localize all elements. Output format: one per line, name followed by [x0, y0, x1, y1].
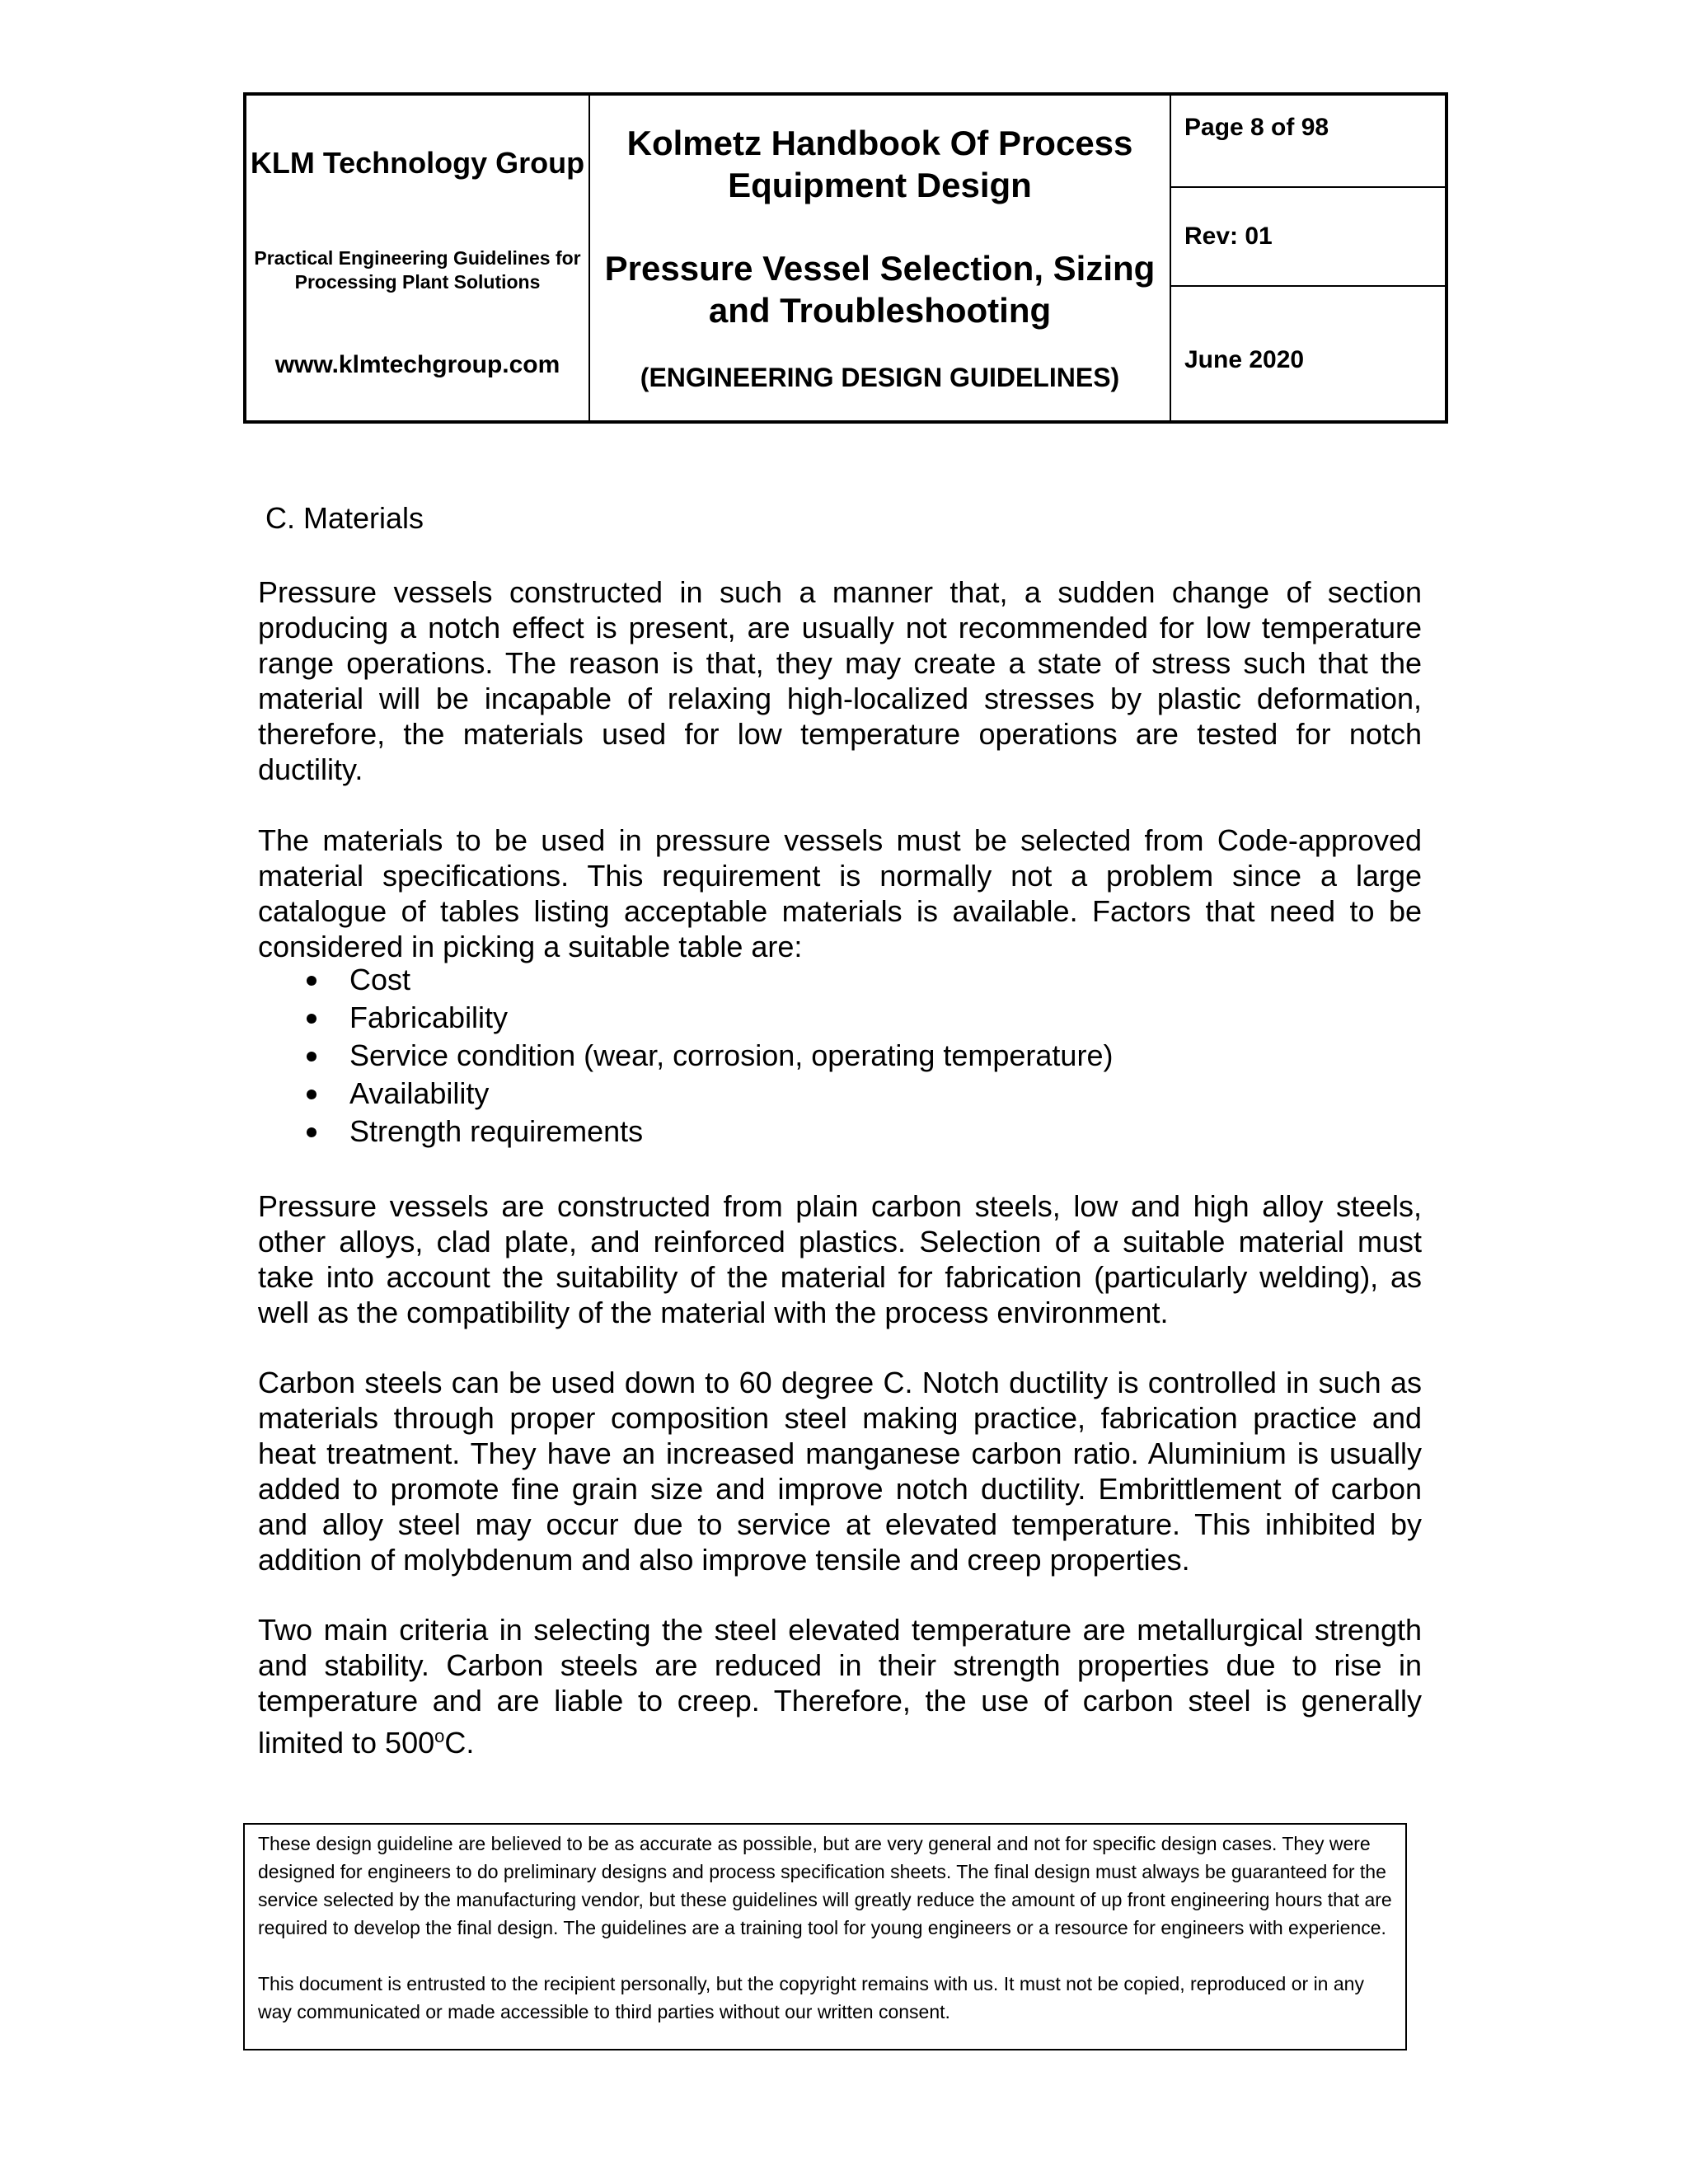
- company-cell: [246, 96, 590, 420]
- paragraph-vessel-materials: Pressure vessels are constructed from plain carbon steels, low and high alloy steels, other alloys, clad plate, and reinforced plastics. Selection of a suitable material must take into account the suitability of the material for fabrication (particularly welding), as well as the compatibility of the material with the process environment.: [258, 1189, 1422, 1329]
- disclaimer-copyright: This document is entrusted to the recipient personally, but the copyright remains with us. It must not be copied, reproduced or in any way communicated or made accessible to third parties without our written consent.: [258, 1973, 1364, 2022]
- bullet-icon: [307, 1090, 316, 1099]
- paragraph-elevated-temperature-text: Two main criteria in selecting the steel elevated temperature are metallurgical strength and stability. Carbon steels are reduced in their strength properties due to rise in temperature and are liable to creep. Therefore, the use of carbon steel is generally limited to 500: [258, 1613, 1422, 1760]
- list-item: [307, 1113, 1113, 1151]
- list-item: [307, 1037, 1113, 1075]
- paragraph-notch-effect: Pressure vessels constructed in such a manner that, a sudden change of section producing a notch effect is present, are usually not recommended for low temperature range operations. The reason is that, they may create a state of stress such that the material will be incapable of relaxing high-localized stresses by plastic deformation, therefore, the materials used for low temperature operations are tested for notch ductility.: [258, 575, 1422, 786]
- paragraph-elevated-temperature-end: C.: [444, 1726, 475, 1760]
- page-number: Page 8 of 98: [1171, 96, 1445, 188]
- bullet-icon: [307, 1127, 316, 1137]
- company-website: www.klmtechgroup.com: [274, 351, 560, 378]
- handbook-title: Kolmetz Handbook Of Process Equipment Design: [626, 124, 1133, 204]
- list-item-label: Service condition (wear, corrosion, operating temperature): [349, 1038, 1114, 1072]
- list-item: [307, 961, 1113, 999]
- disclaimer-box: [243, 1823, 1407, 2050]
- meta-cell: [1171, 96, 1445, 420]
- list-item-label: Cost: [349, 963, 411, 996]
- degree-superscript: o: [434, 1726, 445, 1746]
- title-cell: [590, 96, 1171, 420]
- selection-factors-list: [307, 961, 1113, 1151]
- bullet-icon: [307, 1014, 316, 1024]
- company-name: KLM Technology Group: [250, 146, 585, 180]
- bullet-icon: [307, 976, 316, 986]
- document-date: June 2020: [1184, 346, 1305, 373]
- paragraph-elevated-temperature: [258, 1612, 1422, 1760]
- document-type: (ENGINEERING DESIGN GUIDELINES): [640, 363, 1120, 392]
- list-item: [307, 999, 1113, 1037]
- document-title: Pressure Vessel Selection, Sizing and Troubleshooting: [604, 249, 1156, 330]
- paragraph-code-approved-materials: The materials to be used in pressure vessels must be selected from Code-approved material specifications. This requirement is normally not a problem since a large catalogue of tables listing acceptable materials is available. Factors that need to be considered in picking a suitable table are:: [258, 823, 1422, 963]
- list-item-label: Availability: [349, 1076, 490, 1110]
- disclaimer-accuracy: These design guideline are believed to be as accurate as possible, but are very general and not for specific design cases. They were designed for engineers to do preliminary designs and process specification sheets. The final design must always be guaranteed for the service selected by the manufacturing vendor, but these guidelines will greatly reduce the amount of up front engineering hours that are required to develop the final design. The guidelines are a training tool for young engineers or a resource for engineers with experience.: [258, 1833, 1392, 1938]
- list-item-label: Fabricability: [349, 1001, 509, 1034]
- list-item-label: Strength requirements: [349, 1114, 644, 1148]
- bullet-icon: [307, 1052, 316, 1062]
- revision-number: Rev: 01: [1171, 188, 1445, 287]
- list-item: [307, 1075, 1113, 1113]
- section-heading: C. Materials: [265, 501, 424, 535]
- paragraph-carbon-steels: Carbon steels can be used down to 60 degree C. Notch ductility is controlled in such as materials through proper composition steel making practice, fabrication practice and heat treatment. They have an increased manganese carbon ratio. Aluminium is usually added to promote fine grain size and improve notch ductility. Embrittlement of carbon and alloy steel may occur due to service at elevated temperature. This inhibited by addition of molybdenum and also improve tensile and creep properties.: [258, 1366, 1422, 1577]
- company-tagline: Practical Engineering Guidelines for Processing Plant Solutions: [254, 247, 581, 293]
- document-header-table: [243, 92, 1448, 424]
